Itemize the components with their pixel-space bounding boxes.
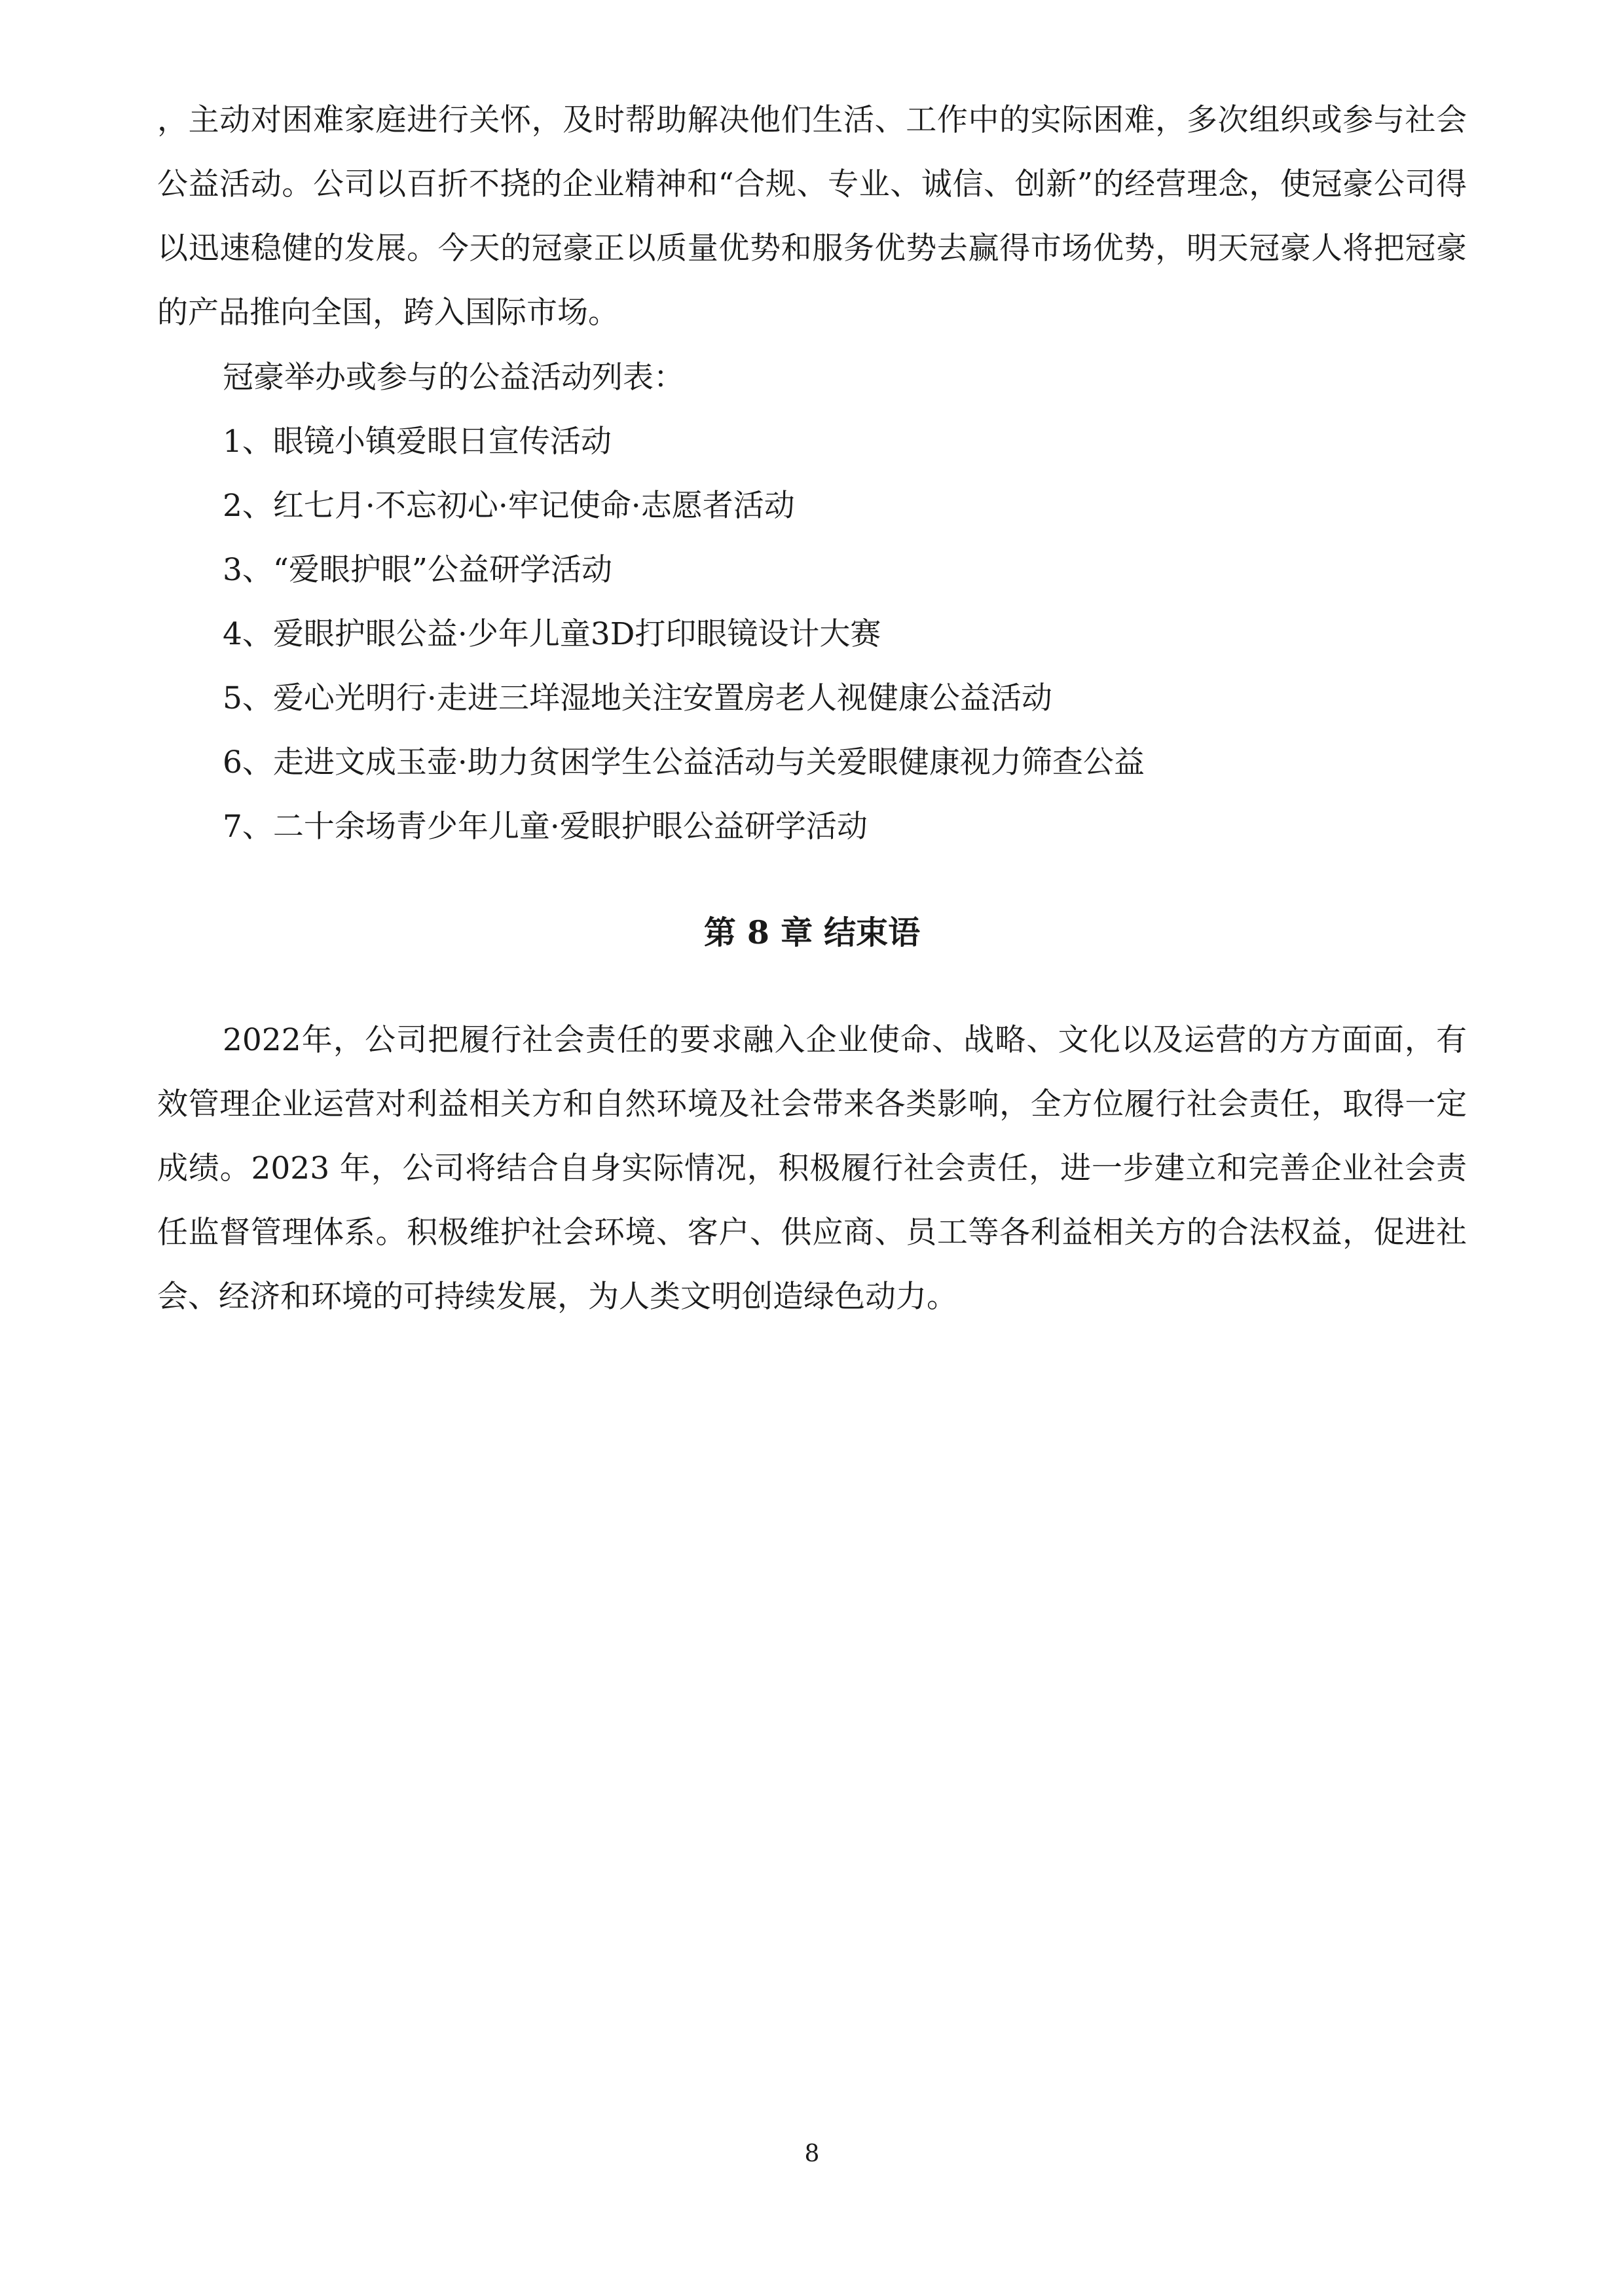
- list-item: 7、二十余场青少年儿童·爱眼护眼公益研学活动: [223, 809, 868, 845]
- conclusion-paragraph: 2022年，公司把履行社会责任的要求融入企业使命、战略、文化以及运营的方方面面，有效管理企业运营对利益相关方和自然环境及社会带来各类影响，全方位履行社会责任，取得一定成绩。2023 年，公司将结合自身实际情况，积极履行社会责任，进一步建立和完善企业社会责任监督管理体系。积极维护社会环境、客户、供应商、员工等各利益相关方的合法权益，促进社会、经济和环境的可持续发展，为人类文明创造绿色动力。: [157, 1022, 1467, 1315]
- list-item: 1、眼镜小镇爱眼日宣传活动: [223, 424, 612, 460]
- list-item: 2、红七月·不忘初心·牢记使命·志愿者活动: [223, 488, 795, 524]
- activities-heading: 冠豪举办或参与的公益活动列表：: [223, 359, 684, 395]
- list-item: 4、爱眼护眼公益·少年儿童3D打印眼镜设计大赛: [223, 616, 881, 652]
- list-item: 6、走进文成玉壶·助力贫困学生公益活动与关爱眼健康视力筛查公益: [223, 744, 1145, 780]
- list-item: 5、爱心光明行·走进三垟湿地关注安置房老人视健康公益活动: [223, 680, 1052, 716]
- activity-list: [223, 410, 1145, 859]
- page-number: 8: [804, 2140, 820, 2167]
- intro-paragraph: ，主动对困难家庭进行关怀，及时帮助解决他们生活、工作中的实际困难，多次组织或参与社会公益活动。公司以百折不挠的企业精神和“合规、专业、诚信、创新”的经营理念，使冠豪公司得以迅速稳健的发展。今天的冠豪正以质量优势和服务优势去赢得市场优势，明天冠豪人将把冠豪的产品推向全国，跨入国际市场。: [157, 102, 1467, 331]
- list-item: 3、“爱眼护眼”公益研学活动: [223, 552, 612, 588]
- chapter-title: 第 8 章 结束语: [703, 913, 921, 951]
